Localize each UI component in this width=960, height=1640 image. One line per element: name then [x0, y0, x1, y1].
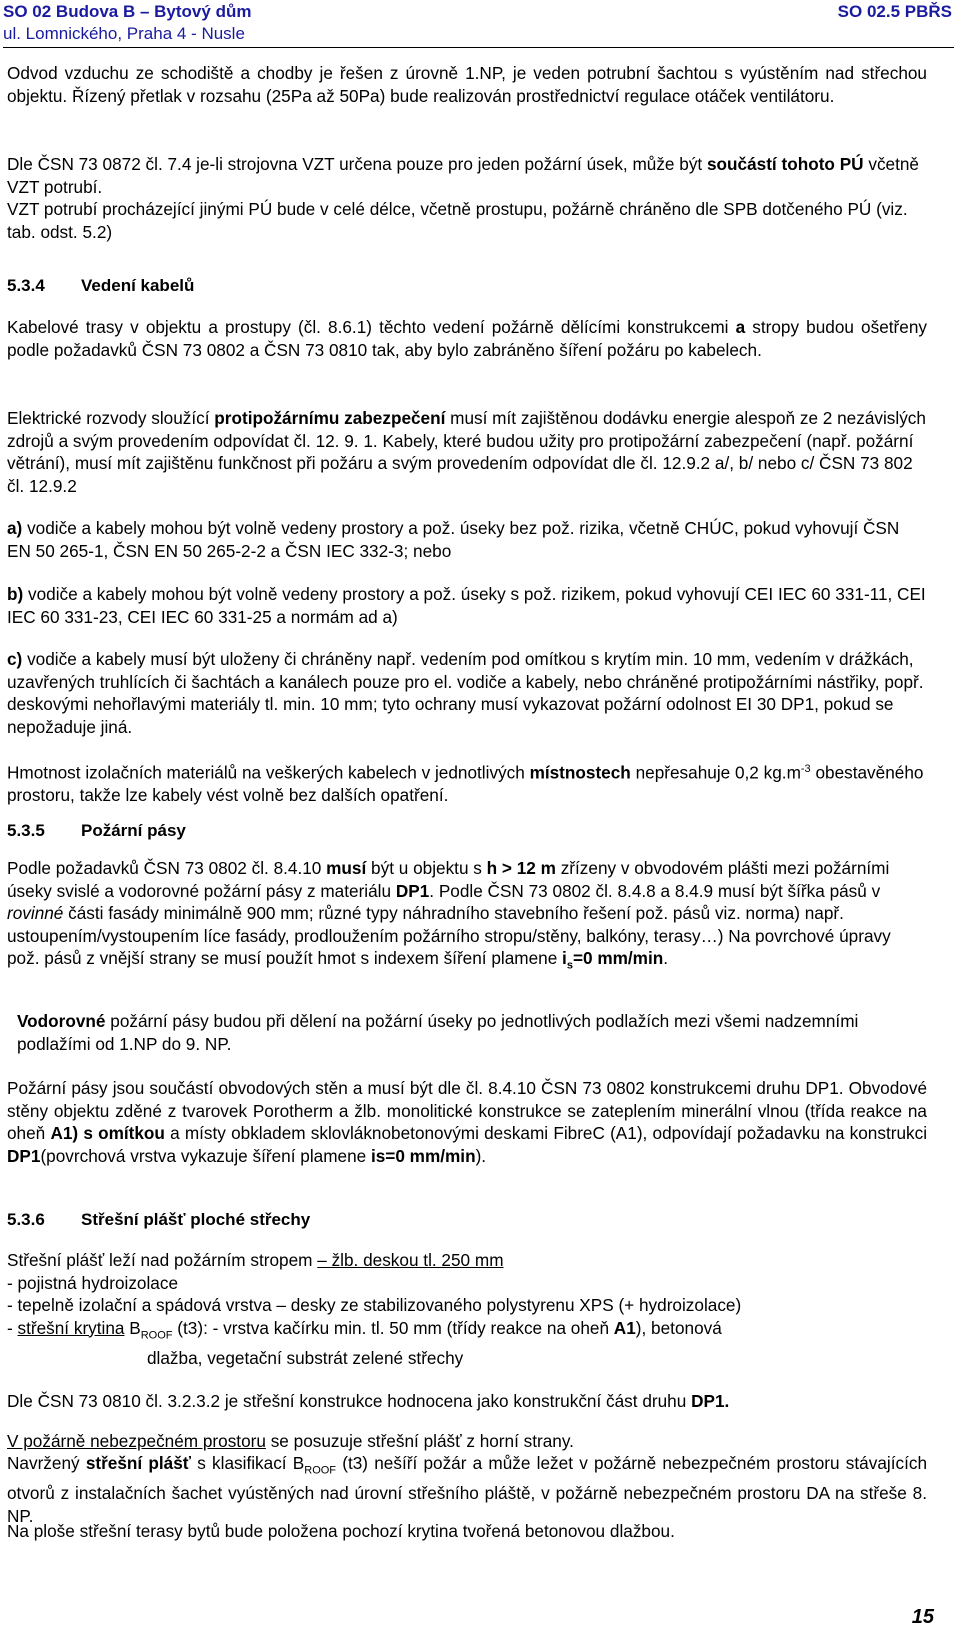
bold-text: střešní plášť: [85, 1453, 192, 1473]
section-title: Požární pásy: [81, 821, 186, 840]
text-run: Navržený: [7, 1453, 86, 1473]
text-run: vodiče a kabely musí být uloženy či chráněny např. vedením pod omítkou s krytím min. 10 mm, vedením v drážkách, uzavřených truhlících či šachtách a kanálech pouze pro el. vodiče a kabely, nebo chráněné protipožárními nástřiky, popř. deskovými nehořlavými materiály tl. min. 10 mm; tyto ochrany musí vykazovat požární odolnost EI 30 DP1, pokud se nepožaduje jiná.: [7, 649, 924, 737]
text-run: . Podle ČSN 73 0802 čl. 8.4.8 a 8.4.9 musí být šířka pásů v: [429, 880, 881, 901]
underlined-text: V požárně nebezpečném prostoru: [7, 1431, 266, 1451]
text-run: nepřesahuje 0,2 kg.m: [630, 762, 801, 783]
bold-text: is=0 mm/min: [370, 1145, 476, 1166]
text-run: (t3): - vrstva kačírku min. tl. 50 mm (třídy reakce na oheň: [172, 1317, 614, 1338]
subscript: s: [566, 959, 573, 972]
text-run: ).: [475, 1145, 487, 1166]
text-run: požární pásy budou při dělení na požární úseky po jednotlivých podlažích mezi všemi nadzemními podlažími od 1.NP do 9. NP.: [17, 1011, 859, 1054]
text-run: ), betonová: [635, 1317, 722, 1338]
paragraph-air-exhaust: Odvod vzduchu ze schodiště a chodby je řešen z úrovně 1.NP, je veden potrubní šachtou s vyústěním nad střechou objektu. Řízený přetlak v rozsahu (25Pa až 50Pa) bude realizován prostřednictví regulace otáček ventilátoru.: [7, 63, 927, 106]
underlined-text: střešní krytina: [17, 1317, 125, 1338]
text-run: VZT potrubí procházející jinými PÚ bude v celé délce, včetně prostupu, požárně chráněno dle SPB dotčeného PÚ (viz. tab. odst. 5.2): [7, 199, 908, 242]
section-number: 5.3.6: [7, 1210, 45, 1229]
italic-text: rovinné: [7, 903, 64, 924]
list-label: a): [7, 518, 23, 538]
text-run: Elektrické rozvody sloužící: [7, 408, 215, 428]
paragraph-dangerous-space: [7, 1430, 927, 1453]
section-title: Vedení kabelů: [81, 276, 195, 295]
text-run: a místy obkladem sklovláknobetonovými deskami FibreC (A1), odpovídají požadavku na konstrukci: [164, 1123, 928, 1144]
text-run: být u objektu s: [366, 858, 487, 878]
text-run: včetně VZT potrubí.: [7, 154, 919, 197]
paragraph-terrace: Na ploše střešní terasy bytů bude položena pochozí krytina tvořená betonovou dlažbou.: [7, 1521, 675, 1541]
text-run: (t3) nešíří požár a může ležet v požárně nebezpečném prostoru stávajících otvorů z instalačních šachet vyústěných nad úrovní střešního pláště, v požárně nebezpečném prostoru DA na střeše 8. NP.: [7, 1453, 927, 1526]
bold-text: A1) s omítkou: [50, 1123, 165, 1144]
section-number: 5.3.5: [7, 821, 45, 840]
bold-text: místnostech: [529, 762, 631, 783]
bold-text: musí: [326, 858, 367, 878]
paragraph-roof-classification: [7, 1390, 927, 1413]
section-heading-5-3-4: [7, 275, 927, 298]
norm-reference: Dle ČSN 73 0872 čl. 7.4: [7, 154, 192, 174]
section-heading-5-3-6: [7, 1209, 927, 1232]
text-run: je-li strojovna VZT určena pouze pro jeden požární úsek, může být: [191, 154, 707, 174]
text-run: vodiče a kabely mohou být volně vedeny prostory a pož. úseky s pož. rizikem, pokud vyhovují CEI IEC 60 331-11, CEI IEC 60 331-23, CEI IEC 60 331-25 a normám ad a): [7, 584, 926, 627]
paragraph-cable-routes: [7, 316, 927, 361]
project-address: ul. Lomnického, Praha 4 - Nusle: [3, 24, 245, 43]
subscript: ROOF: [304, 1464, 337, 1477]
text-run: Podle požadavků ČSN 73 0802 čl. 8.4.10: [7, 858, 327, 878]
text-run: (povrchová vrstva vykazuje šíření plamene: [40, 1145, 371, 1166]
list-item-b: [7, 583, 927, 628]
bold-text: DP1: [395, 880, 430, 901]
text-run: zřízeny v obvodovém plášti mezi požárními úseky svislé a vodorovné požární pásy z materiálu: [7, 858, 890, 901]
section-heading-5-3-5: [7, 820, 927, 843]
underlined-text: – žlb. deskou tl. 250 mm: [317, 1250, 504, 1270]
text-run: .: [663, 948, 669, 969]
paragraph-electrical: [7, 407, 927, 497]
bold-text: =0 mm/min: [572, 948, 664, 969]
section-number: 5.3.4: [7, 276, 45, 295]
bold-text: DP1.: [691, 1391, 730, 1411]
bold-text: A1: [613, 1317, 636, 1338]
roof-layer-item: - tepelně izolační a spádová vrstva – desky ze stabilizovaného polystyrenu XPS (+ hydroizolace): [7, 1295, 742, 1316]
roof-layer-item: dlažba, vegetační substrát zelené střechy: [147, 1347, 464, 1368]
bold-text: a: [735, 317, 746, 337]
section-title: Střešní plášť ploché střechy: [81, 1210, 311, 1229]
text-run: Kabelové trasy v objektu a prostupy (čl. 8.6.1) těchto vedení požárně dělícími konstrukcemi: [7, 317, 736, 337]
text-run: stropy budou ošetřeny podle požadavků ČSN 73 0802 a ČSN 73 0810 tak, aby bylo zabráněno šíření požáru po kabelech.: [7, 317, 927, 360]
bold-text: protipožárnímu zabezpečení: [214, 408, 446, 428]
paragraph-roof-layers: [7, 1249, 927, 1369]
text-run: musí mít zajištěnou dodávku energie alespoň ze 2 nezávislých zdrojů a svým provedením odpovídat čl. 12. 9. 1. Kabely, které budou užity pro protipožární zabezpečení (např. požární větrání), musí mít zajištěnu funkčnost při požáru a svým provedením odpovídat dle čl. 12.9.2 a/, b/ nebo c/ ČSN 73 802 čl. 12.9.2: [7, 408, 926, 496]
text-run: Požární pásy jsou součástí obvodových stěn a musí být dle čl. 8.4.10 ČSN 73 0802 konstrukcemi druhu DP1. Obvodové stěny objektu zděné z tvarovek Porotherm a žlb. monolitické konstrukce se zateplením minerální vlnou (třída reakce na oheň: [7, 1078, 927, 1144]
paragraph-fire-belts: [7, 857, 927, 977]
bold-text: součástí tohoto PÚ: [706, 154, 864, 174]
text-run: -: [7, 1317, 18, 1338]
text-run: Dle ČSN 73 0810 čl. 3.2.3.2 je střešní konstrukce hodnocena jako konstrukční část druhu: [7, 1391, 692, 1411]
paragraph-insulation-mass: [7, 758, 927, 807]
text-run: Hmotnost izolačních materiálů na veškerých kabelech v jednotlivých: [7, 762, 530, 783]
text-run: s klasifikací B: [191, 1453, 305, 1473]
bold-text: i: [562, 948, 567, 969]
bold-text: Vodorovné: [17, 1011, 106, 1031]
header-rule: [3, 47, 954, 48]
subscript: ROOF: [140, 1329, 173, 1342]
paragraph-roof-proposal: [7, 1452, 927, 1527]
document-code: SO 02.5 PBŘS: [837, 2, 952, 21]
text-run: Střešní plášť leží nad požárním stropem: [7, 1250, 318, 1270]
bold-text: DP1: [7, 1145, 41, 1166]
project-title: SO 02 Budova B – Bytový dům: [3, 2, 252, 21]
page-header: [0, 0, 960, 52]
text-run: se posuzuje střešní plášť z horní strany.: [265, 1431, 574, 1451]
bold-text: h > 12 m: [486, 858, 556, 878]
list-label: b): [7, 584, 24, 604]
text-run: B: [124, 1317, 141, 1338]
page-number: 15: [911, 1606, 934, 1628]
text-run: obestavěného prostoru, takže lze kabely vést volně bez dalších opatření.: [7, 762, 924, 806]
list-item-a: [7, 517, 927, 562]
text-run: vodiče a kabely mohou být volně vedeny prostory a pož. úseky bez pož. rizika, včetně CHÚC, pokud vyhovují ČSN EN 50 265-1, ČSN EN 50 265-2-2 a ČSN IEC 332-3; nebo: [7, 518, 900, 561]
paragraph-horizontal-belts: [7, 1010, 927, 1055]
paragraph-engine-room: [7, 153, 927, 243]
roof-layer-item: - pojistná hydroizolace: [7, 1272, 179, 1293]
list-item-c: [7, 648, 927, 738]
paragraph-belt-walls: [7, 1077, 927, 1167]
list-label: c): [7, 649, 23, 669]
text-run: části fasády minimálně 900 mm; různé typy náhradního stavebního řešení pož. pásů viz. norma) např. ustoupením/vystoupením líce fasády, prodloužením požárního stropu/stěny, balkóny, terasy…) Na povrchové úpravy pož. pásů z vnější strany se musí použít hmot s indexem šíření plamene: [7, 903, 891, 969]
superscript: -3: [800, 763, 811, 775]
